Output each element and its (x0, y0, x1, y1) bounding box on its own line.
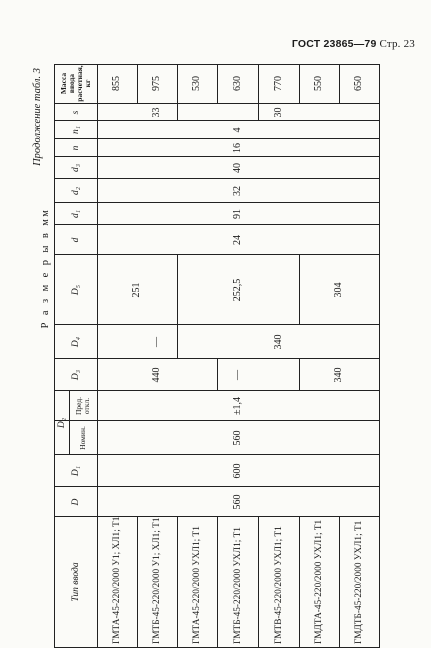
value-n: 16 (231, 143, 243, 153)
rotated-table-block (32, 64, 412, 648)
value-d1: 91 (231, 209, 243, 219)
col-header-type: Тип ввода (71, 562, 81, 602)
col-header-d2: d₂ (71, 186, 81, 196)
col-header-D1: D₁ (71, 465, 81, 477)
col-header-D2: D₂ (57, 417, 67, 429)
col-header-mass: Масса ввода расчетная, кг (59, 65, 92, 102)
value-D3-c: 340 (333, 367, 344, 383)
col-header-d3: d₃ (71, 163, 81, 173)
page-number: Стр. 23 (379, 38, 415, 50)
mass-value-5: 770 (272, 76, 284, 91)
col-header-D5: D₅ (71, 284, 81, 296)
value-s-b: 30 (272, 107, 284, 118)
value-s-a: 33 (151, 107, 162, 118)
value-d: 24 (231, 235, 243, 245)
table-title: Р а з м е р ы в мм (40, 207, 51, 329)
col-header-D: D (71, 498, 81, 506)
mass-value-1: 855 (111, 76, 122, 91)
mass-value-2: 975 (151, 76, 162, 91)
col-header-n1: n₁ (71, 125, 81, 135)
value-d2: 32 (231, 186, 243, 196)
value-D5-c: 304 (333, 282, 344, 298)
mass-value-4: 630 (231, 76, 243, 91)
value-D5-a: 251 (131, 282, 142, 298)
value-D5-b: 252,5 (231, 278, 243, 302)
row-type-7: ГМДТБ-45-220/2000 УХЛ1; Т1 (354, 520, 364, 644)
col-header-D2-deviation: Пред. откл. (74, 396, 91, 416)
value-D3-b: — (231, 370, 243, 380)
col-header-s: s (71, 110, 81, 115)
mass-value-3: 530 (191, 76, 202, 91)
value-D1: 600 (231, 463, 243, 479)
col-header-D3: D₃ (71, 369, 81, 381)
row-type-3: ГМТА-45-220/2000 УХЛ1; Т1 (192, 526, 202, 644)
col-header-d1: d₁ (71, 209, 81, 219)
standard-number: ГОСТ 23865—79 (291, 38, 377, 50)
value-d3: 40 (231, 163, 243, 173)
mass-value-7: 650 (353, 76, 364, 91)
row-type-1: ГМТА-45-220/2000 У1; ХЛ1; Т1 (112, 517, 122, 644)
dimensions-table (54, 64, 380, 648)
row-type-5: ГМТВ-45-220/2000 УХЛ1; Т1 (273, 526, 284, 644)
row-type-4: ГМТБ-45-220/2000 УХЛ1; Т1 (232, 527, 243, 644)
continuation-label: Продолжение табл. 3 (32, 68, 43, 166)
col-header-n: n (71, 145, 81, 151)
value-n1: 4 (231, 127, 243, 133)
row-type-2: ГМТБ-45-220/2000 У1; ХЛ1; Т1 (152, 517, 162, 644)
value-D2-nominal: 560 (231, 430, 243, 446)
value-D: 560 (231, 494, 243, 510)
col-header-D4: D₄ (71, 336, 81, 348)
value-D3-a: 440 (151, 367, 162, 383)
value-D4-a: — (151, 337, 162, 347)
mass-value-6: 550 (313, 76, 324, 91)
col-header-d: d (71, 237, 81, 243)
col-header-D2-nominal: Номин. (78, 426, 87, 450)
value-D2-deviation: ±1,4 (231, 397, 243, 415)
page-header (0, 38, 415, 50)
value-D4-b: 340 (272, 334, 284, 350)
row-type-6: ГМДТА-45-220/2000 УХЛ1; Т1 (314, 519, 324, 644)
